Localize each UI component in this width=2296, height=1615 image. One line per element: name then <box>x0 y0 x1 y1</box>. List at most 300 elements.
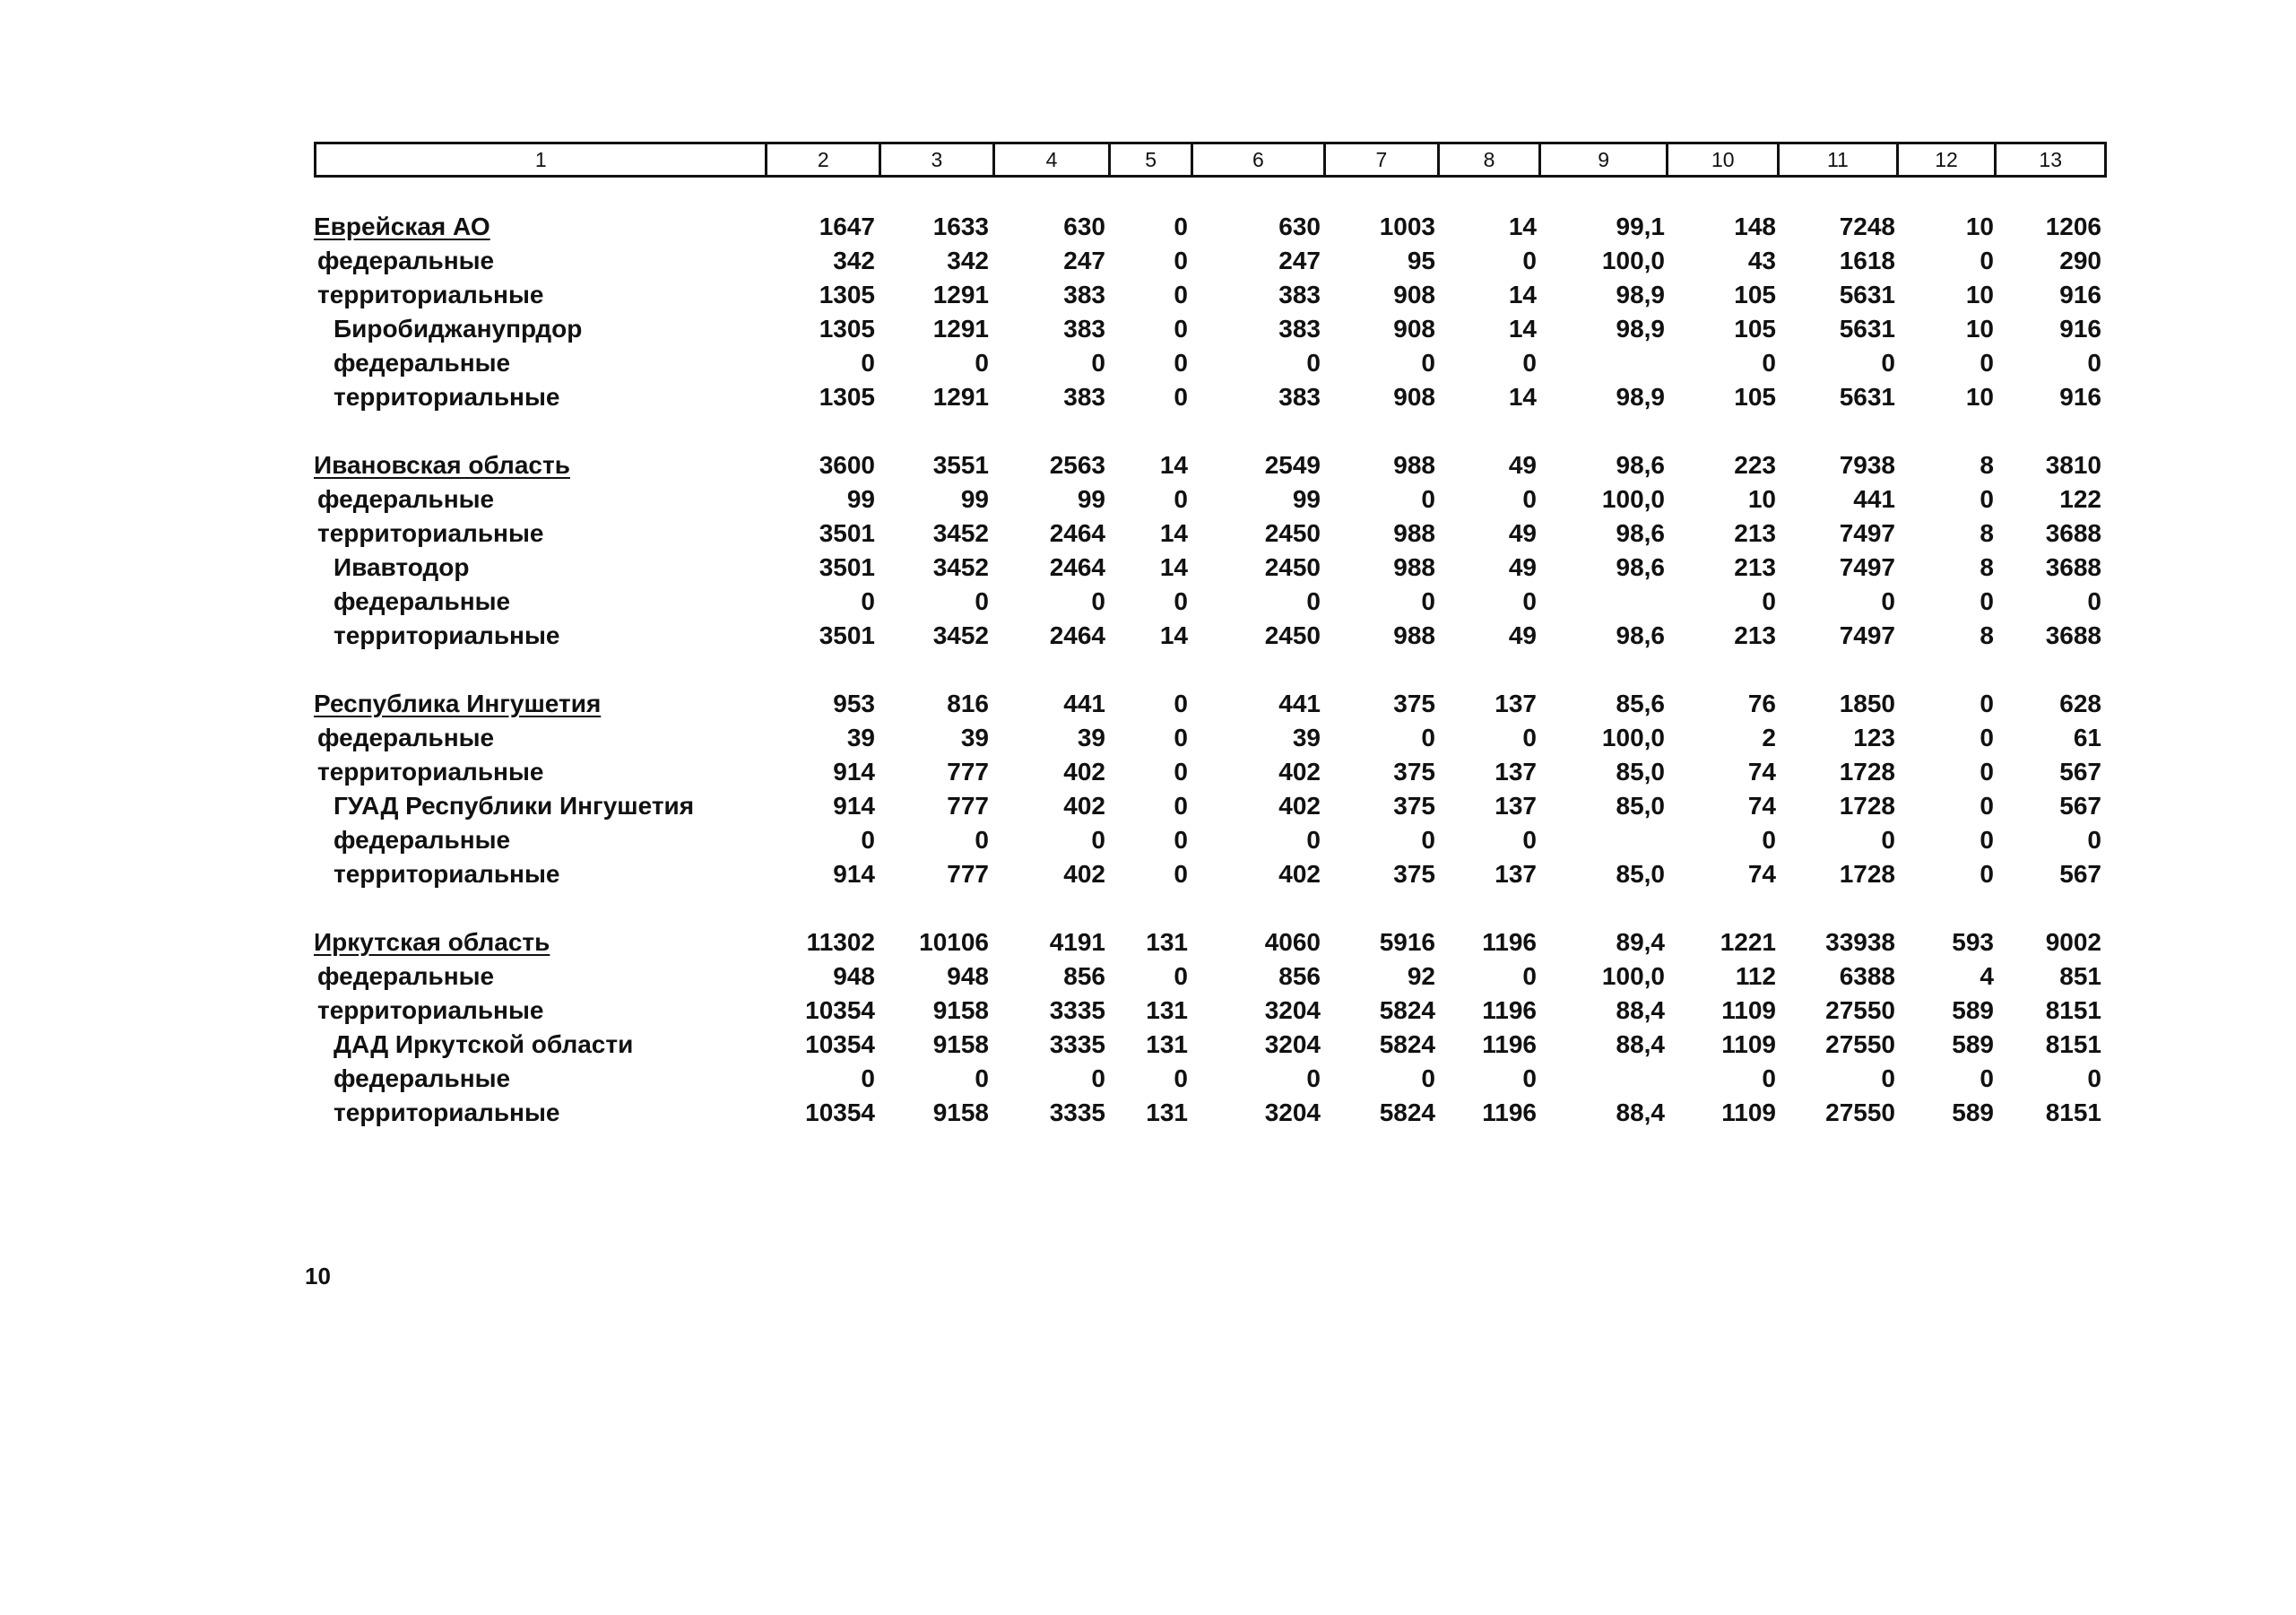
table-cell-col-7: 92 <box>1407 962 1435 990</box>
table-cell-col-4: 402 <box>1063 758 1105 786</box>
column-header-11: 11 <box>1780 144 1899 175</box>
row-label <box>314 312 767 346</box>
table-cell-col-12: 0 <box>1980 247 1994 274</box>
table-cell-col-7: 908 <box>1393 383 1435 411</box>
column-header-10: 10 <box>1668 144 1780 175</box>
table-cell-col-5: 0 <box>1174 690 1188 717</box>
table-cell-col-7: 988 <box>1393 621 1435 649</box>
table-cell-col-4: 0 <box>1091 826 1105 854</box>
table-cell-col-13: 0 <box>2087 587 2101 615</box>
table-cell-col-3: 39 <box>960 724 989 751</box>
region-row <box>314 210 2107 244</box>
table-cell-col-7: 0 <box>1421 349 1435 377</box>
table-cell-col-6: 630 <box>1278 213 1321 240</box>
table-cell-col-2: 39 <box>846 724 875 751</box>
table-cell-col-12: 593 <box>1952 928 1994 956</box>
table-cell-col-13: 916 <box>2059 383 2101 411</box>
table-cell-col-6: 39 <box>1292 724 1321 751</box>
row-label <box>314 857 767 891</box>
table-cell-col-7: 5824 <box>1379 996 1435 1024</box>
column-header-7: 7 <box>1326 144 1441 175</box>
table-cell-col-4: 856 <box>1063 962 1105 990</box>
table-cell-col-6: 99 <box>1292 485 1321 513</box>
table-cell-col-9: 100,0 <box>1601 485 1665 513</box>
table-cell-col-3: 9158 <box>932 1098 989 1126</box>
row-label-text: федеральные <box>334 349 511 377</box>
table-cell-col-8: 14 <box>1508 213 1537 240</box>
table-cell-col-4: 4191 <box>1049 928 1105 956</box>
row-label <box>314 789 767 823</box>
table-cell-col-11: 7248 <box>1839 213 1895 240</box>
table-cell-col-12: 4 <box>1980 962 1994 990</box>
column-header-5: 5 <box>1111 144 1193 175</box>
row-label <box>314 1062 767 1096</box>
table-cell-col-12: 0 <box>1980 690 1994 717</box>
table-cell-col-5: 14 <box>1159 553 1188 581</box>
table-cell-col-9: 85,6 <box>1616 690 1665 717</box>
table-cell-col-13: 851 <box>2059 962 2101 990</box>
table-cell-col-13: 8151 <box>2045 1030 2101 1058</box>
table-cell-col-9: 88,4 <box>1616 1030 1665 1058</box>
row-label <box>314 823 767 857</box>
table-cell-col-9: 98,9 <box>1616 315 1665 343</box>
table-cell-col-4: 247 <box>1063 247 1105 274</box>
table-cell-col-11: 27550 <box>1825 1030 1895 1058</box>
table-cell-col-9: 88,4 <box>1616 1098 1665 1126</box>
row-label <box>314 994 767 1028</box>
table-cell-col-6: 247 <box>1278 247 1321 274</box>
table-cell-col-7: 988 <box>1393 451 1435 479</box>
table-cell-col-3: 0 <box>975 1064 989 1092</box>
table-cell-col-10: 105 <box>1734 383 1776 411</box>
row-label-text: территориальные <box>334 383 560 411</box>
table-cell-col-11: 33938 <box>1825 928 1895 956</box>
table-cell-col-11: 5631 <box>1839 315 1895 343</box>
table-cell-col-6: 4060 <box>1264 928 1321 956</box>
table-row <box>314 482 2107 517</box>
table-cell-col-2: 342 <box>833 247 875 274</box>
table-cell-col-12: 10 <box>1965 383 1994 411</box>
table-cell-col-13: 3688 <box>2045 553 2101 581</box>
table-cell-col-3: 342 <box>947 247 989 274</box>
row-label <box>314 482 767 517</box>
table-cell-col-3: 3452 <box>932 519 989 547</box>
table-cell-col-9: 88,4 <box>1616 996 1665 1024</box>
table-cell-col-2: 914 <box>833 860 875 888</box>
table-cell-col-4: 2563 <box>1049 451 1105 479</box>
table-cell-col-4: 2464 <box>1049 553 1105 581</box>
table-cell-col-12: 0 <box>1980 860 1994 888</box>
table-cell-col-6: 0 <box>1306 349 1321 377</box>
road-statistics-table <box>314 210 2107 1130</box>
table-cell-col-8: 49 <box>1508 553 1537 581</box>
table-cell-col-8: 0 <box>1522 1064 1537 1092</box>
table-cell-col-8: 49 <box>1508 451 1537 479</box>
table-cell-col-2: 914 <box>833 792 875 820</box>
region-spacer <box>314 891 2107 925</box>
row-label-text: федеральные <box>317 724 495 751</box>
row-label <box>314 380 767 414</box>
table-cell-col-2: 948 <box>833 962 875 990</box>
table-cell-col-9: 89,4 <box>1616 928 1665 956</box>
table-cell-col-13: 9002 <box>2045 928 2101 956</box>
column-number-header <box>314 142 2107 178</box>
table-row <box>314 755 2107 789</box>
table-cell-col-4: 3335 <box>1049 1030 1105 1058</box>
table-cell-col-2: 3501 <box>819 553 875 581</box>
table-cell-col-10: 76 <box>1747 690 1776 717</box>
table-cell-col-3: 1633 <box>932 213 989 240</box>
column-header-9: 9 <box>1541 144 1669 175</box>
column-header-2: 2 <box>767 144 881 175</box>
column-header-12: 12 <box>1899 144 1997 175</box>
table-cell-col-4: 3335 <box>1049 996 1105 1024</box>
table-cell-col-13: 0 <box>2087 349 2101 377</box>
table-row <box>314 278 2107 312</box>
region-row <box>314 448 2107 482</box>
region-spacer <box>314 653 2107 687</box>
table-cell-col-8: 137 <box>1495 860 1537 888</box>
table-cell-col-9: 98,6 <box>1616 451 1665 479</box>
table-cell-col-5: 0 <box>1174 383 1188 411</box>
table-row <box>314 959 2107 994</box>
region-name <box>314 925 767 959</box>
table-row <box>314 1062 2107 1096</box>
table-cell-col-2: 0 <box>861 587 875 615</box>
table-cell-col-4: 383 <box>1063 383 1105 411</box>
table-cell-col-12: 589 <box>1952 996 1994 1024</box>
table-cell-col-8: 14 <box>1508 281 1537 308</box>
table-cell-col-10: 213 <box>1734 553 1776 581</box>
table-cell-col-2: 1305 <box>819 281 875 308</box>
table-cell-col-12: 589 <box>1952 1030 1994 1058</box>
table-cell-col-13: 3688 <box>2045 519 2101 547</box>
table-cell-col-9: 99,1 <box>1616 213 1665 240</box>
column-header-8: 8 <box>1440 144 1541 175</box>
table-cell-col-10: 10 <box>1747 485 1776 513</box>
table-cell-col-7: 375 <box>1393 690 1435 717</box>
table-cell-col-13: 916 <box>2059 315 2101 343</box>
table-row <box>314 517 2107 551</box>
table-cell-col-11: 123 <box>1853 724 1895 751</box>
table-row <box>314 380 2107 414</box>
table-cell-col-5: 0 <box>1174 281 1188 308</box>
table-cell-col-12: 0 <box>1980 349 1994 377</box>
table-cell-col-13: 567 <box>2059 758 2101 786</box>
table-row <box>314 857 2107 891</box>
table-cell-col-5: 131 <box>1146 928 1188 956</box>
row-label-text: Ивановская область <box>314 451 570 479</box>
column-header-13: 13 <box>2039 147 2062 171</box>
table-cell-col-4: 0 <box>1091 587 1105 615</box>
table-cell-col-9: 98,6 <box>1616 519 1665 547</box>
table-cell-col-7: 908 <box>1393 281 1435 308</box>
region-name <box>314 210 767 244</box>
table-cell-col-11: 1728 <box>1839 860 1895 888</box>
table-cell-col-4: 99 <box>1077 485 1105 513</box>
table-cell-col-7: 5824 <box>1379 1098 1435 1126</box>
table-cell-col-6: 441 <box>1278 690 1321 717</box>
table-cell-col-6: 402 <box>1278 758 1321 786</box>
table-cell-col-8: 1196 <box>1482 996 1537 1024</box>
table-cell-col-10: 148 <box>1734 213 1776 240</box>
row-label-text: ГУАД Республики Ингушетия <box>334 792 695 820</box>
table-row <box>314 585 2107 619</box>
table-cell-col-11: 1728 <box>1839 792 1895 820</box>
table-cell-col-4: 0 <box>1091 349 1105 377</box>
table-cell-col-8: 137 <box>1495 758 1537 786</box>
table-row <box>314 1028 2107 1062</box>
table-cell-col-4: 383 <box>1063 281 1105 308</box>
table-cell-col-4: 630 <box>1063 213 1105 240</box>
table-cell-col-11: 1850 <box>1839 690 1895 717</box>
table-cell-col-8: 0 <box>1522 826 1537 854</box>
table-row <box>314 551 2107 585</box>
table-cell-col-7: 0 <box>1421 1064 1435 1092</box>
table-cell-col-13: 916 <box>2059 281 2101 308</box>
table-cell-col-8: 49 <box>1508 519 1537 547</box>
table-cell-col-6: 3204 <box>1264 1098 1321 1126</box>
region-name <box>314 448 767 482</box>
table-cell-col-12: 0 <box>1980 758 1994 786</box>
table-cell-col-10: 74 <box>1747 758 1776 786</box>
table-cell-col-13: 1206 <box>2045 213 2101 240</box>
table-cell-col-12: 0 <box>1980 826 1994 854</box>
table-cell-col-3: 99 <box>960 485 989 513</box>
page-number: 10 <box>305 1263 331 1289</box>
row-label-text: Биробиджанупрдор <box>334 315 583 343</box>
table-cell-col-5: 0 <box>1174 860 1188 888</box>
table-cell-col-11: 0 <box>1881 826 1895 854</box>
table-cell-col-3: 1291 <box>932 315 989 343</box>
table-cell-col-11: 0 <box>1881 587 1895 615</box>
table-cell-col-3: 0 <box>975 826 989 854</box>
row-label-text: федеральные <box>334 1064 511 1092</box>
row-label-text: Республика Ингушетия <box>314 690 602 717</box>
table-cell-col-13: 3810 <box>2045 451 2101 479</box>
table-cell-col-12: 8 <box>1980 519 1994 547</box>
row-label-text: Ивавтодор <box>334 553 470 581</box>
table-cell-col-2: 10354 <box>805 996 875 1024</box>
table-cell-col-13: 122 <box>2059 485 2101 513</box>
table-cell-col-2: 0 <box>861 349 875 377</box>
region-spacer <box>314 414 2107 448</box>
table-cell-col-5: 0 <box>1174 792 1188 820</box>
row-label-text: Иркутская область <box>314 928 550 956</box>
table-cell-col-12: 10 <box>1965 281 1994 308</box>
table-cell-col-5: 0 <box>1174 1064 1188 1092</box>
table-row <box>314 994 2107 1028</box>
table-cell-col-7: 95 <box>1407 247 1435 274</box>
table-cell-col-11: 7497 <box>1839 621 1895 649</box>
table-cell-col-4: 383 <box>1063 315 1105 343</box>
table-cell-col-10: 1109 <box>1721 1098 1776 1126</box>
table-cell-col-10: 0 <box>1762 826 1776 854</box>
table-cell-col-7: 375 <box>1393 860 1435 888</box>
column-header-6: 6 <box>1193 144 1326 175</box>
table-cell-col-3: 948 <box>947 962 989 990</box>
table-cell-col-5: 0 <box>1174 349 1188 377</box>
table-cell-col-11: 6388 <box>1839 962 1895 990</box>
table-cell-col-6: 2450 <box>1264 621 1321 649</box>
table-cell-col-4: 39 <box>1077 724 1105 751</box>
table-cell-col-7: 375 <box>1393 758 1435 786</box>
row-label <box>314 1028 767 1062</box>
table-cell-col-10: 0 <box>1762 587 1776 615</box>
row-label-text: федеральные <box>317 247 495 274</box>
row-label-text: федеральные <box>334 826 511 854</box>
table-cell-col-3: 0 <box>975 587 989 615</box>
table-cell-col-6: 402 <box>1278 792 1321 820</box>
table-cell-col-10: 2 <box>1762 724 1776 751</box>
table-row <box>314 823 2107 857</box>
table-cell-col-7: 0 <box>1421 485 1435 513</box>
table-cell-col-5: 0 <box>1174 587 1188 615</box>
table-cell-col-13: 0 <box>2087 1064 2101 1092</box>
table-cell-col-5: 131 <box>1146 1098 1188 1126</box>
row-label <box>314 755 767 789</box>
table-cell-col-9 <box>1542 823 1670 857</box>
row-label-text: Еврейская АО <box>314 213 490 240</box>
table-cell-col-5: 0 <box>1174 724 1188 751</box>
table-cell-col-10: 1109 <box>1721 1030 1776 1058</box>
table-cell-col-6: 2450 <box>1264 519 1321 547</box>
row-label-text: территориальные <box>334 621 560 649</box>
table-cell-col-7: 375 <box>1393 792 1435 820</box>
table-cell-col-12: 8 <box>1980 553 1994 581</box>
table-cell-col-11: 1728 <box>1839 758 1895 786</box>
table-cell-col-10: 0 <box>1762 1064 1776 1092</box>
row-label <box>314 346 767 380</box>
table-cell-col-3: 1291 <box>932 383 989 411</box>
table-cell-col-10: 1221 <box>1720 928 1776 956</box>
table-cell-col-8: 1196 <box>1482 928 1537 956</box>
table-cell-col-3: 3452 <box>932 553 989 581</box>
table-cell-col-2: 3501 <box>819 621 875 649</box>
table-cell-col-2: 10354 <box>805 1098 875 1126</box>
table-cell-col-10: 105 <box>1734 315 1776 343</box>
table-row <box>314 619 2107 653</box>
table-cell-col-2: 1305 <box>819 315 875 343</box>
table-cell-col-5: 0 <box>1174 962 1188 990</box>
table-cell-col-6: 0 <box>1306 1064 1321 1092</box>
table-cell-col-3: 9158 <box>932 996 989 1024</box>
table-cell-col-6: 402 <box>1278 860 1321 888</box>
row-label <box>314 244 767 278</box>
table-cell-col-3: 3551 <box>932 451 989 479</box>
row-label <box>314 517 767 551</box>
table-cell-col-10: 213 <box>1734 519 1776 547</box>
table-cell-col-8: 137 <box>1495 690 1537 717</box>
table-cell-col-10: 74 <box>1747 792 1776 820</box>
table-cell-col-5: 14 <box>1159 621 1188 649</box>
table-cell-col-12: 0 <box>1980 587 1994 615</box>
table-cell-col-8: 0 <box>1522 724 1537 751</box>
table-cell-col-11: 7497 <box>1839 553 1895 581</box>
row-label-text: федеральные <box>317 485 495 513</box>
table-cell-col-12: 8 <box>1980 451 1994 479</box>
table-cell-col-5: 14 <box>1159 519 1188 547</box>
table-cell-col-8: 1196 <box>1482 1030 1537 1058</box>
region-name <box>314 687 767 721</box>
table-cell-col-3: 10106 <box>919 928 989 956</box>
table-cell-col-7: 0 <box>1421 724 1435 751</box>
table-cell-col-10: 223 <box>1734 451 1776 479</box>
table-cell-col-8: 0 <box>1522 247 1537 274</box>
table-cell-col-7: 988 <box>1393 553 1435 581</box>
table-cell-col-9 <box>1542 346 1670 380</box>
table-cell-col-10: 105 <box>1734 281 1776 308</box>
table-row <box>314 346 2107 380</box>
row-label <box>314 619 767 653</box>
table-cell-col-5: 0 <box>1174 758 1188 786</box>
table-cell-col-2: 953 <box>833 690 875 717</box>
table-cell-col-2: 3600 <box>819 451 875 479</box>
table-row <box>314 789 2107 823</box>
table-cell-col-13: 567 <box>2059 860 2101 888</box>
table-cell-col-7: 5916 <box>1379 928 1435 956</box>
table-cell-col-6: 383 <box>1278 315 1321 343</box>
table-cell-col-10: 43 <box>1747 247 1776 274</box>
table-cell-col-3: 777 <box>947 758 989 786</box>
table-cell-col-6: 3204 <box>1264 996 1321 1024</box>
table-cell-col-6: 2450 <box>1264 553 1321 581</box>
table-cell-col-8: 14 <box>1508 315 1537 343</box>
table-cell-col-13: 567 <box>2059 792 2101 820</box>
table-cell-col-4: 441 <box>1063 690 1105 717</box>
table-cell-col-4: 402 <box>1063 860 1105 888</box>
table-cell-col-9 <box>1542 585 1670 619</box>
table-cell-col-6: 0 <box>1306 826 1321 854</box>
table-cell-col-13: 628 <box>2059 690 2101 717</box>
table-cell-col-9: 98,9 <box>1616 281 1665 308</box>
table-cell-col-5: 0 <box>1174 315 1188 343</box>
table-cell-col-11: 27550 <box>1825 996 1895 1024</box>
table-cell-col-11: 0 <box>1881 1064 1895 1092</box>
column-header-3: 3 <box>881 144 995 175</box>
table-cell-col-10: 1109 <box>1721 996 1776 1024</box>
row-label <box>314 278 767 312</box>
table-cell-col-9: 98,6 <box>1616 621 1665 649</box>
table-cell-col-5: 0 <box>1174 213 1188 240</box>
table-cell-col-9: 98,6 <box>1616 553 1665 581</box>
table-cell-col-10: 0 <box>1762 349 1776 377</box>
table-cell-col-7: 908 <box>1393 315 1435 343</box>
table-cell-col-9: 85,0 <box>1616 860 1665 888</box>
row-label <box>314 1096 767 1130</box>
table-cell-col-12: 0 <box>1980 485 1994 513</box>
table-cell-col-3: 9158 <box>932 1030 989 1058</box>
row-label-text: ДАД Иркутской области <box>334 1030 634 1058</box>
table-cell-col-12: 0 <box>1980 724 1994 751</box>
row-label-text: территориальные <box>317 281 544 308</box>
row-label-text: территориальные <box>317 758 544 786</box>
table-row <box>314 312 2107 346</box>
table-cell-col-9: 100,0 <box>1601 247 1665 274</box>
table-cell-col-7: 0 <box>1421 587 1435 615</box>
table-cell-col-7: 988 <box>1393 519 1435 547</box>
row-label-text: территориальные <box>334 860 560 888</box>
table-cell-col-11: 5631 <box>1839 383 1895 411</box>
row-label-text: территориальные <box>317 996 544 1024</box>
table-cell-col-8: 0 <box>1522 962 1537 990</box>
table-cell-col-8: 0 <box>1522 485 1537 513</box>
table-cell-col-5: 0 <box>1174 485 1188 513</box>
table-cell-col-4: 2464 <box>1049 519 1105 547</box>
table-cell-col-3: 1291 <box>932 281 989 308</box>
table-cell-col-9: 98,9 <box>1616 383 1665 411</box>
table-cell-col-3: 777 <box>947 860 989 888</box>
